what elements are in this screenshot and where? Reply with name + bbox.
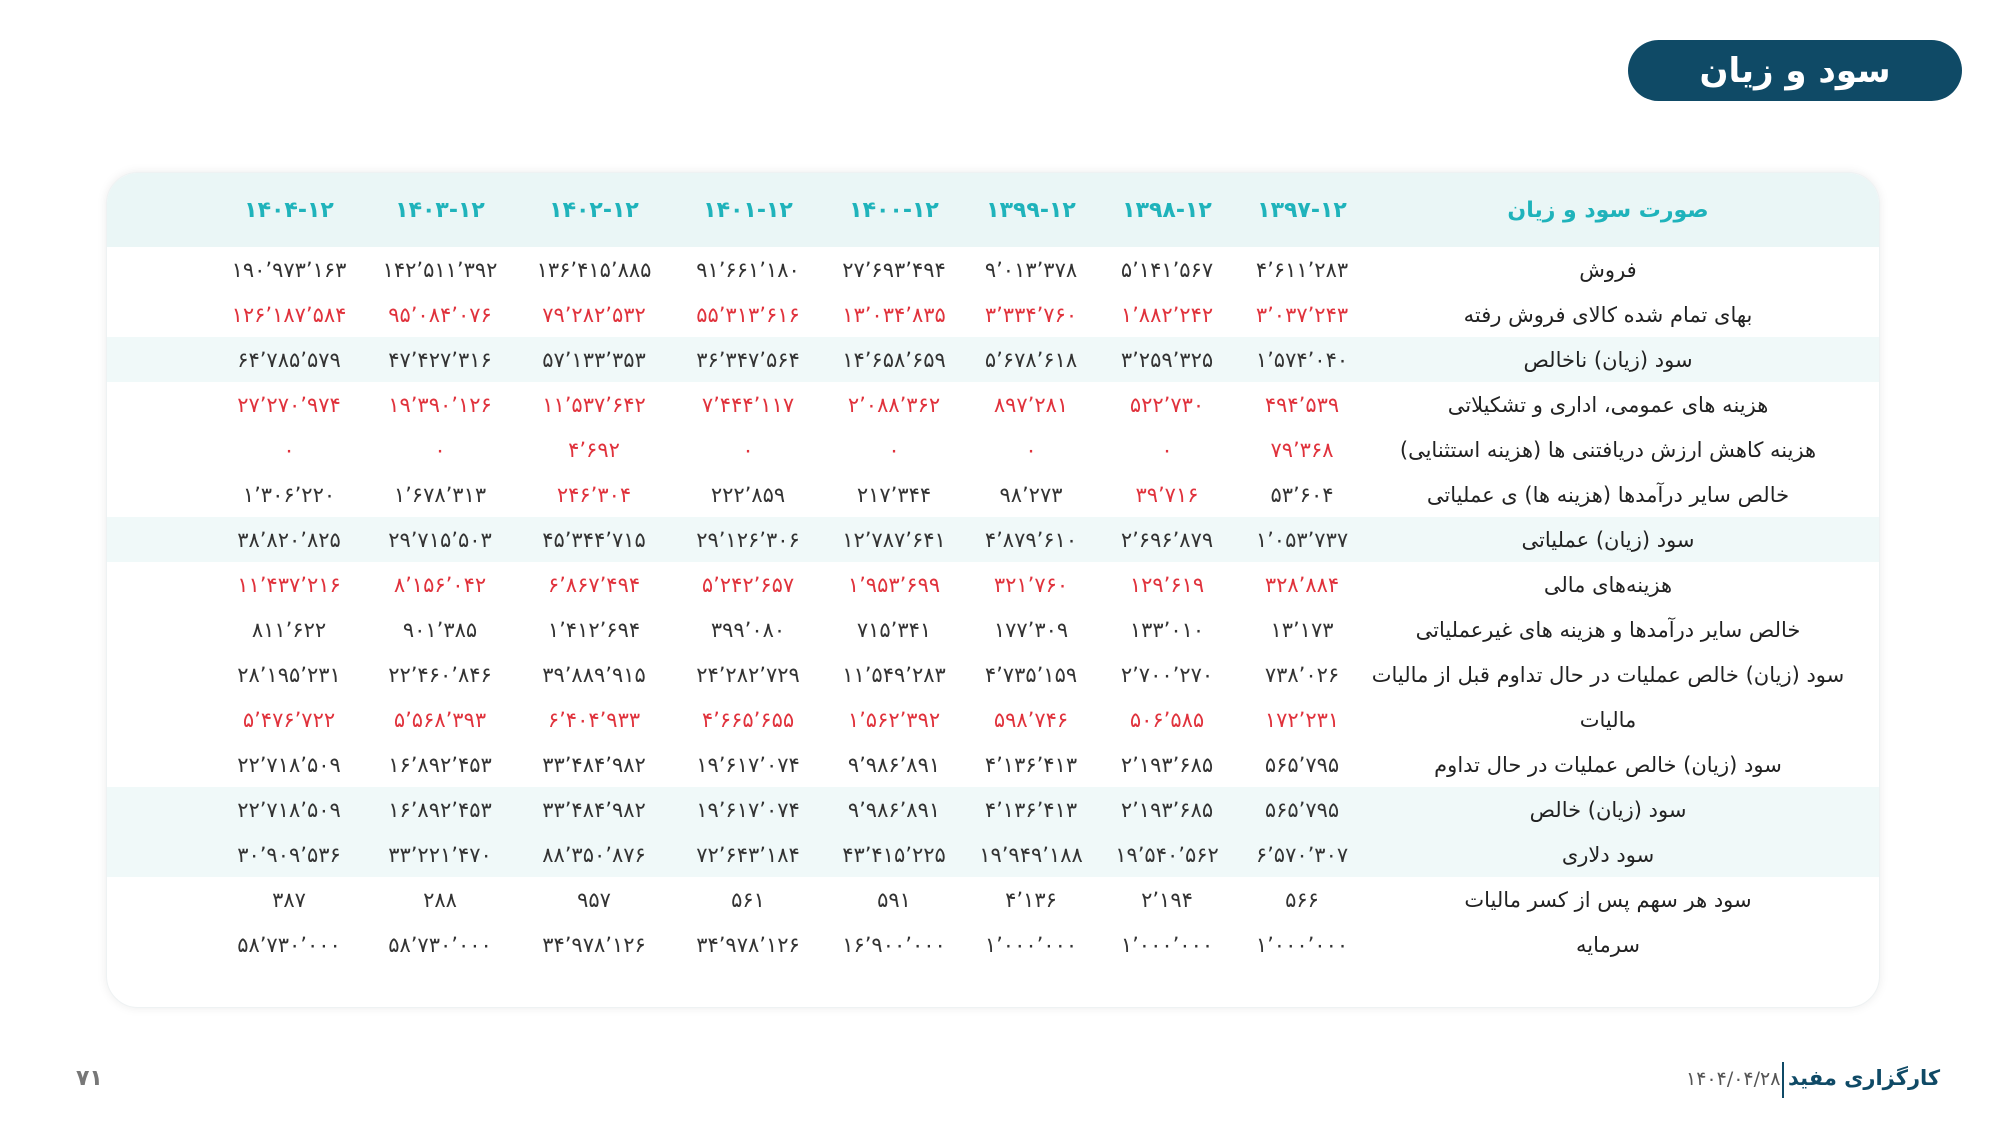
table-cell: ۱٬۰۰۰٬۰۰۰: [1120, 932, 1214, 957]
table-cell: ۲۲٬۴۶۰٬۸۴۶: [388, 662, 492, 687]
table-cell: ۵٬۴۷۶٬۷۲۲: [242, 707, 336, 732]
table-cell: ۴۳٬۴۱۵٬۲۲۵: [842, 842, 946, 867]
table-cell: ۸٬۱۵۶٬۰۴۲: [393, 572, 487, 597]
table-cell: ۱۳٬۱۷۳: [1270, 617, 1334, 642]
table-cell: ۳۴٬۹۷۸٬۱۲۶: [696, 932, 800, 957]
table-row: [107, 292, 1879, 337]
footer-separator: [1782, 1062, 1784, 1098]
table-row: [107, 562, 1879, 607]
table-row: [107, 337, 1879, 382]
table-cell: ۱٬۵۶۲٬۳۹۲: [847, 707, 941, 732]
table-cell: ۵۰۶٬۵۸۵: [1129, 707, 1205, 732]
table-cell: ۶٬۸۶۷٬۴۹۴: [547, 572, 641, 597]
table-cell: ۱۳۶٬۴۱۵٬۸۸۵: [536, 257, 652, 282]
label-column-header: صورت سود و زیان: [1507, 197, 1709, 223]
table-cell: ۲۲٬۷۱۸٬۵۰۹: [237, 797, 341, 822]
row-label: سود (زیان) عملیاتی: [1521, 527, 1695, 552]
table-cell: ۳٬۲۵۹٬۳۲۵: [1120, 347, 1214, 372]
table-cell: ۵۹۸٬۷۴۶: [993, 707, 1069, 732]
table-cell: ۵۶۶: [1285, 887, 1319, 912]
table-cell: ۷۹٬۳۶۸: [1270, 437, 1334, 462]
table-cell: ۵٬۲۴۲٬۶۵۷: [701, 572, 795, 597]
table-cell: ۵٬۶۷۸٬۶۱۸: [984, 347, 1078, 372]
table-cell: ۷۲٬۶۴۳٬۱۸۴: [696, 842, 800, 867]
table-cell: ۱٬۳۰۶٬۲۲۰: [242, 482, 336, 507]
table-cell: ۱۴٬۶۵۸٬۶۵۹: [842, 347, 946, 372]
year-header: ۱۴۰۰-۱۲: [849, 197, 939, 223]
year-header: ۱۳۹۸-۱۲: [1122, 197, 1212, 223]
table-cell: ۷۱۵٬۳۴۱: [856, 617, 932, 642]
table-cell: ۲۹٬۷۱۵٬۵۰۳: [388, 527, 492, 552]
table-row: [107, 427, 1879, 472]
table-cell: ۵۶۵٬۷۹۵: [1264, 797, 1340, 822]
row-label: بهای تمام شده کالای فروش رفته: [1463, 302, 1753, 327]
table-cell: ۱۶٬۹۰۰٬۰۰۰: [842, 932, 946, 957]
table-cell: ۴۵٬۳۴۴٬۷۱۵: [542, 527, 646, 552]
table-cell: ۳۳٬۴۸۴٬۹۸۲: [542, 752, 646, 777]
table-cell: ۱٬۸۸۲٬۲۴۲: [1120, 302, 1214, 327]
table-cell: ۳۶٬۳۴۷٬۵۶۴: [696, 347, 800, 372]
table-row: [107, 607, 1879, 652]
table-cell: ۱٬۶۷۸٬۳۱۳: [393, 482, 487, 507]
table-cell: ۳۳٬۲۲۱٬۴۷۰: [388, 842, 492, 867]
year-header: ۱۴۰۲-۱۲: [549, 197, 639, 223]
table-cell: ۰: [434, 437, 446, 462]
table-cell: ۲۴٬۲۸۲٬۷۲۹: [696, 662, 800, 687]
table-row: [107, 652, 1879, 697]
row-label: سود هر سهم پس از کسر مالیات: [1464, 887, 1752, 912]
page-title: سود و زیان: [1628, 40, 1962, 101]
table-cell: ۲۲۲٬۸۵۹: [710, 482, 786, 507]
table-cell: ۱۹٬۹۴۹٬۱۸۸: [979, 842, 1083, 867]
table-cell: ۹۱٬۶۶۱٬۱۸۰: [696, 257, 800, 282]
table-cell: ۱۳٬۰۳۴٬۸۳۵: [842, 302, 946, 327]
row-label: سود (زیان) خالص عملیات در حال تداوم: [1434, 752, 1782, 777]
table-row: [107, 742, 1879, 787]
table-cell: ۱۹۰٬۹۷۳٬۱۶۳: [231, 257, 347, 282]
row-label: مالیات: [1579, 707, 1637, 732]
table-cell: ۷۳۸٬۰۲۶: [1264, 662, 1340, 687]
table-cell: ۱۷۲٬۲۳۱: [1264, 707, 1340, 732]
table-row: [107, 382, 1879, 427]
table-cell: ۱۱٬۵۳۷٬۶۴۲: [542, 392, 646, 417]
year-header: ۱۴۰۱-۱۲: [703, 197, 793, 223]
table-cell: ۸۸٬۳۵۰٬۸۷۶: [542, 842, 646, 867]
table-cell: ۲٬۷۰۰٬۲۷۰: [1120, 662, 1214, 687]
table-cell: ۷۹٬۲۸۲٬۵۳۲: [542, 302, 646, 327]
row-label: سود دلاری: [1561, 842, 1655, 867]
table-cell: ۵۷٬۱۳۳٬۳۵۳: [542, 347, 646, 372]
table-cell: ۱٬۵۷۴٬۰۴۰: [1255, 347, 1349, 372]
row-label: سود (زیان) خالص: [1529, 797, 1687, 822]
table-row: [107, 922, 1879, 967]
table-cell: ۵٬۵۶۸٬۳۹۳: [393, 707, 487, 732]
table-cell: ۹۵۷: [577, 887, 611, 912]
table-cell: ۱٬۰۰۰٬۰۰۰: [984, 932, 1078, 957]
table-cell: ۲۸۸: [423, 887, 457, 912]
table-cell: ۰: [888, 437, 900, 462]
brand-logo-text: کارگزاری مفید: [1788, 1066, 1941, 1090]
table-cell: ۵۶۱: [731, 887, 765, 912]
table-cell: ۳٬۳۳۴٬۷۶۰: [984, 302, 1078, 327]
table-cell: ۳۸٬۸۲۰٬۸۲۵: [237, 527, 341, 552]
row-label: هزینه‌های مالی: [1543, 572, 1673, 597]
table-cell: ۰: [1161, 437, 1173, 462]
table-cell: ۴٬۶۱۱٬۲۸۳: [1255, 257, 1349, 282]
table-row: [107, 472, 1879, 517]
table-cell: ۱۹٬۶۱۷٬۰۷۴: [696, 752, 800, 777]
row-label: خالص سایر درآمدها و هزینه های غیرعملیاتی: [1415, 617, 1801, 642]
table-cell: ۱۴۲٬۵۱۱٬۳۹۲: [382, 257, 498, 282]
table-cell: ۵۹۱: [877, 887, 911, 912]
table-cell: ۲۷٬۲۷۰٬۹۷۴: [237, 392, 341, 417]
table-cell: ۶٬۵۷۰٬۳۰۷: [1255, 842, 1349, 867]
table-cell: ۵۵٬۳۱۳٬۶۱۶: [696, 302, 800, 327]
table-row: [107, 877, 1879, 922]
table-cell: ۲۴۶٬۳۰۴: [556, 482, 632, 507]
table-cell: ۱۱٬۵۴۹٬۲۸۳: [842, 662, 946, 687]
table-cell: ۰: [1025, 437, 1037, 462]
table-cell: ۵۸٬۷۳۰٬۰۰۰: [388, 932, 492, 957]
table-row: [107, 517, 1879, 562]
row-label: سود (زیان) خالص عملیات در حال تداوم قبل از مالیات: [1371, 662, 1845, 687]
table-cell: ۹٬۰۱۳٬۳۷۸: [984, 257, 1078, 282]
table-cell: ۱٬۰۵۳٬۷۳۷: [1255, 527, 1349, 552]
table-cell: ۳٬۰۳۷٬۲۴۳: [1255, 302, 1349, 327]
table-cell: ۹۸٬۲۷۳: [999, 482, 1063, 507]
table-cell: ۳۲۸٬۸۸۴: [1264, 572, 1340, 597]
table-row: [107, 787, 1879, 832]
table-cell: ۹٬۹۸۶٬۸۹۱: [847, 797, 941, 822]
table-cell: ۲۱۷٬۳۴۴: [856, 482, 932, 507]
table-cell: ۵۶۵٬۷۹۵: [1264, 752, 1340, 777]
table-cell: ۳۹٬۸۸۹٬۹۱۵: [542, 662, 646, 687]
table-cell: ۸۱۱٬۶۲۲: [251, 617, 327, 642]
table-cell: ۶٬۴۰۴٬۹۳۳: [547, 707, 641, 732]
table-cell: ۱٬۹۵۳٬۶۹۹: [847, 572, 941, 597]
table-cell: ۴٬۷۳۵٬۱۵۹: [984, 662, 1078, 687]
table-cell: ۳۸۷: [272, 887, 306, 912]
table-cell: ۰: [283, 437, 295, 462]
table-cell: ۲۸٬۱۹۵٬۲۳۱: [237, 662, 341, 687]
table-cell: ۳۰٬۹۰۹٬۵۳۶: [237, 842, 341, 867]
year-header: ۱۳۹۷-۱۲: [1257, 197, 1347, 223]
row-label: هزینه کاهش ارزش دریافتنی ها (هزینه استثنایی): [1399, 437, 1817, 462]
table-cell: ۹۵٬۰۸۴٬۰۷۶: [388, 302, 492, 327]
table-cell: ۹۰۱٬۳۸۵: [402, 617, 478, 642]
table-cell: ۱۹٬۶۱۷٬۰۷۴: [696, 797, 800, 822]
table-cell: ۲٬۶۹۶٬۸۷۹: [1120, 527, 1214, 552]
table-cell: ۲٬۱۹۴: [1141, 887, 1193, 912]
table-cell: ۵٬۱۴۱٬۵۶۷: [1120, 257, 1214, 282]
table-cell: ۴۷٬۴۲۷٬۳۱۶: [388, 347, 492, 372]
table-cell: ۳۲۱٬۷۶۰: [993, 572, 1069, 597]
table-cell: ۱۶٬۸۹۲٬۴۵۳: [388, 797, 492, 822]
table-cell: ۳۹٬۷۱۶: [1135, 482, 1199, 507]
table-cell: ۳۴٬۹۷۸٬۱۲۶: [542, 932, 646, 957]
table-cell: ۵۳٬۶۰۴: [1270, 482, 1334, 507]
table-cell: ۱٬۰۰۰٬۰۰۰: [1255, 932, 1349, 957]
table-row: [107, 697, 1879, 742]
table-cell: ۲٬۱۹۳٬۶۸۵: [1120, 797, 1214, 822]
table-cell: ۱۲٬۷۸۷٬۶۴۱: [842, 527, 946, 552]
year-header: ۱۴۰۴-۱۲: [244, 197, 334, 223]
table-cell: ۴٬۱۳۶٬۴۱۳: [984, 752, 1078, 777]
year-header: ۱۴۰۳-۱۲: [395, 197, 485, 223]
table-cell: ۴٬۶۹۲: [568, 437, 620, 462]
year-header: ۱۳۹۹-۱۲: [986, 197, 1076, 223]
table-cell: ۰: [742, 437, 754, 462]
table-cell: ۱۹٬۳۹۰٬۱۲۶: [388, 392, 492, 417]
row-label: سود (زیان) ناخالص: [1523, 347, 1693, 372]
page-number: ۷۱: [76, 1066, 103, 1091]
table-cell: ۱۷۷٬۳۰۹: [993, 617, 1069, 642]
table-cell: ۲۹٬۱۲۶٬۳۰۶: [696, 527, 800, 552]
table-cell: ۵۲۲٬۷۳۰: [1129, 392, 1205, 417]
table-cell: ۸۹۷٬۲۸۱: [993, 392, 1069, 417]
table-row: [107, 832, 1879, 877]
table-cell: ۲۷٬۶۹۳٬۴۹۴: [842, 257, 946, 282]
table-cell: ۲٬۰۸۸٬۳۶۲: [847, 392, 941, 417]
table-cell: ۴٬۱۳۶٬۴۱۳: [984, 797, 1078, 822]
table-header-row: [107, 173, 1879, 247]
table-cell: ۱۳۳٬۰۱۰: [1129, 617, 1205, 642]
table-cell: ۲٬۱۹۳٬۶۸۵: [1120, 752, 1214, 777]
table-cell: ۱۱٬۴۳۷٬۲۱۶: [237, 572, 341, 597]
income-statement-table: [106, 172, 1880, 1008]
table-cell: ۱۲۶٬۱۸۷٬۵۸۴: [231, 302, 347, 327]
table-cell: ۱٬۴۱۲٬۶۹۴: [547, 617, 641, 642]
table-cell: ۷٬۴۴۴٬۱۱۷: [701, 392, 795, 417]
row-label: سرمایه: [1576, 932, 1640, 957]
table-cell: ۲۲٬۷۱۸٬۵۰۹: [237, 752, 341, 777]
table-cell: ۱۶٬۸۹۲٬۴۵۳: [388, 752, 492, 777]
row-label: فروش: [1579, 257, 1637, 282]
table-row: [107, 247, 1879, 292]
table-cell: ۹٬۹۸۶٬۸۹۱: [847, 752, 941, 777]
table-cell: ۵۸٬۷۳۰٬۰۰۰: [237, 932, 341, 957]
table-cell: ۱۹٬۵۴۰٬۵۶۲: [1115, 842, 1219, 867]
table-cell: ۴۹۴٬۵۳۹: [1264, 392, 1340, 417]
table-cell: ۳۳٬۴۸۴٬۹۸۲: [542, 797, 646, 822]
table-cell: ۱۲۹٬۶۱۹: [1129, 572, 1205, 597]
table-cell: ۳۹۹٬۰۸۰: [710, 617, 786, 642]
table-cell: ۴٬۸۷۹٬۶۱۰: [984, 527, 1078, 552]
row-label: هزینه های عمومی، اداری و تشکیلاتی: [1447, 392, 1769, 417]
table-cell: ۴٬۶۶۵٬۶۵۵: [701, 707, 795, 732]
row-label: خالص سایر درآمدها (هزینه ها) ی عملیاتی: [1426, 482, 1790, 507]
report-date: ۱۴۰۴/۰۴/۲۸: [1686, 1068, 1781, 1090]
table-cell: ۶۴٬۷۸۵٬۵۷۹: [237, 347, 341, 372]
table-cell: ۴٬۱۳۶: [1005, 887, 1057, 912]
